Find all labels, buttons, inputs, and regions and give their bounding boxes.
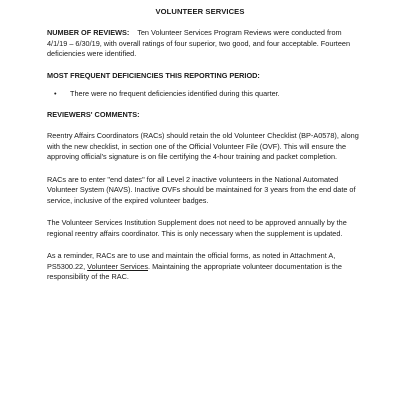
frequent-deficiencies-heading: MOST FREQUENT DEFICIENCIES THIS REPORTING PERIOD:: [47, 70, 260, 80]
reviews-label: NUMBER OF REVIEWS:: [47, 28, 130, 37]
reviewers-comments-heading: REVIEWERS' COMMENTS:: [47, 109, 140, 119]
list-item-text: There were no frequent deficiencies identified during this quarter.: [70, 89, 280, 98]
reviews-paragraph: [47, 28, 362, 60]
comment-paragraph-end-dates: RACs are to enter "end dates" for all Level 2 inactive volunteers in the National Automated Volunteer System (NAVS). Inactive OVFs should be maintained for 3 years from the end date of service, inclusive of the expired volunteer badges.: [47, 174, 356, 205]
comment-paragraph-official-forms: [47, 251, 362, 283]
forms-text-before: As a reminder, RACs are to use and maintain the official forms, as noted in Attachment A, PS5300.22,: [47, 251, 336, 271]
deficiencies-list: [47, 89, 362, 100]
volunteer-services-reference: Volunteer Services: [87, 261, 149, 271]
comment-paragraph-retain-checklist: Reentry Affairs Coordinators (RACs) should retain the old Volunteer Checklist (BP-A0578), along with the new checklist, in section one of the Official Volunteer File (OVF). This will ensure the approving official's signature is on file certifying the 4-hour training and packet completion.: [47, 131, 359, 161]
bullet-icon: •: [54, 89, 57, 98]
list-item: [47, 89, 362, 100]
document-title: VOLUNTEER SERVICES: [155, 7, 245, 16]
reviews-text: Ten Volunteer Services Program Reviews were conducted from 4/1/19 – 6/30/19, with overall ratings of four superior, two good, and four acceptable. Fourteen deficiencies were identified.: [47, 28, 351, 58]
forms-text-after: . Maintaining the appropriate volunteer documentation is the responsibility of the RAC.: [47, 261, 342, 281]
document-body: [47, 28, 362, 283]
comment-paragraph-institution-supplement: The Volunteer Services Institution Supplement does not need to be approved annually by the regional reentry affairs coordinator. This is only necessary when the supplement is updated.: [47, 218, 347, 238]
